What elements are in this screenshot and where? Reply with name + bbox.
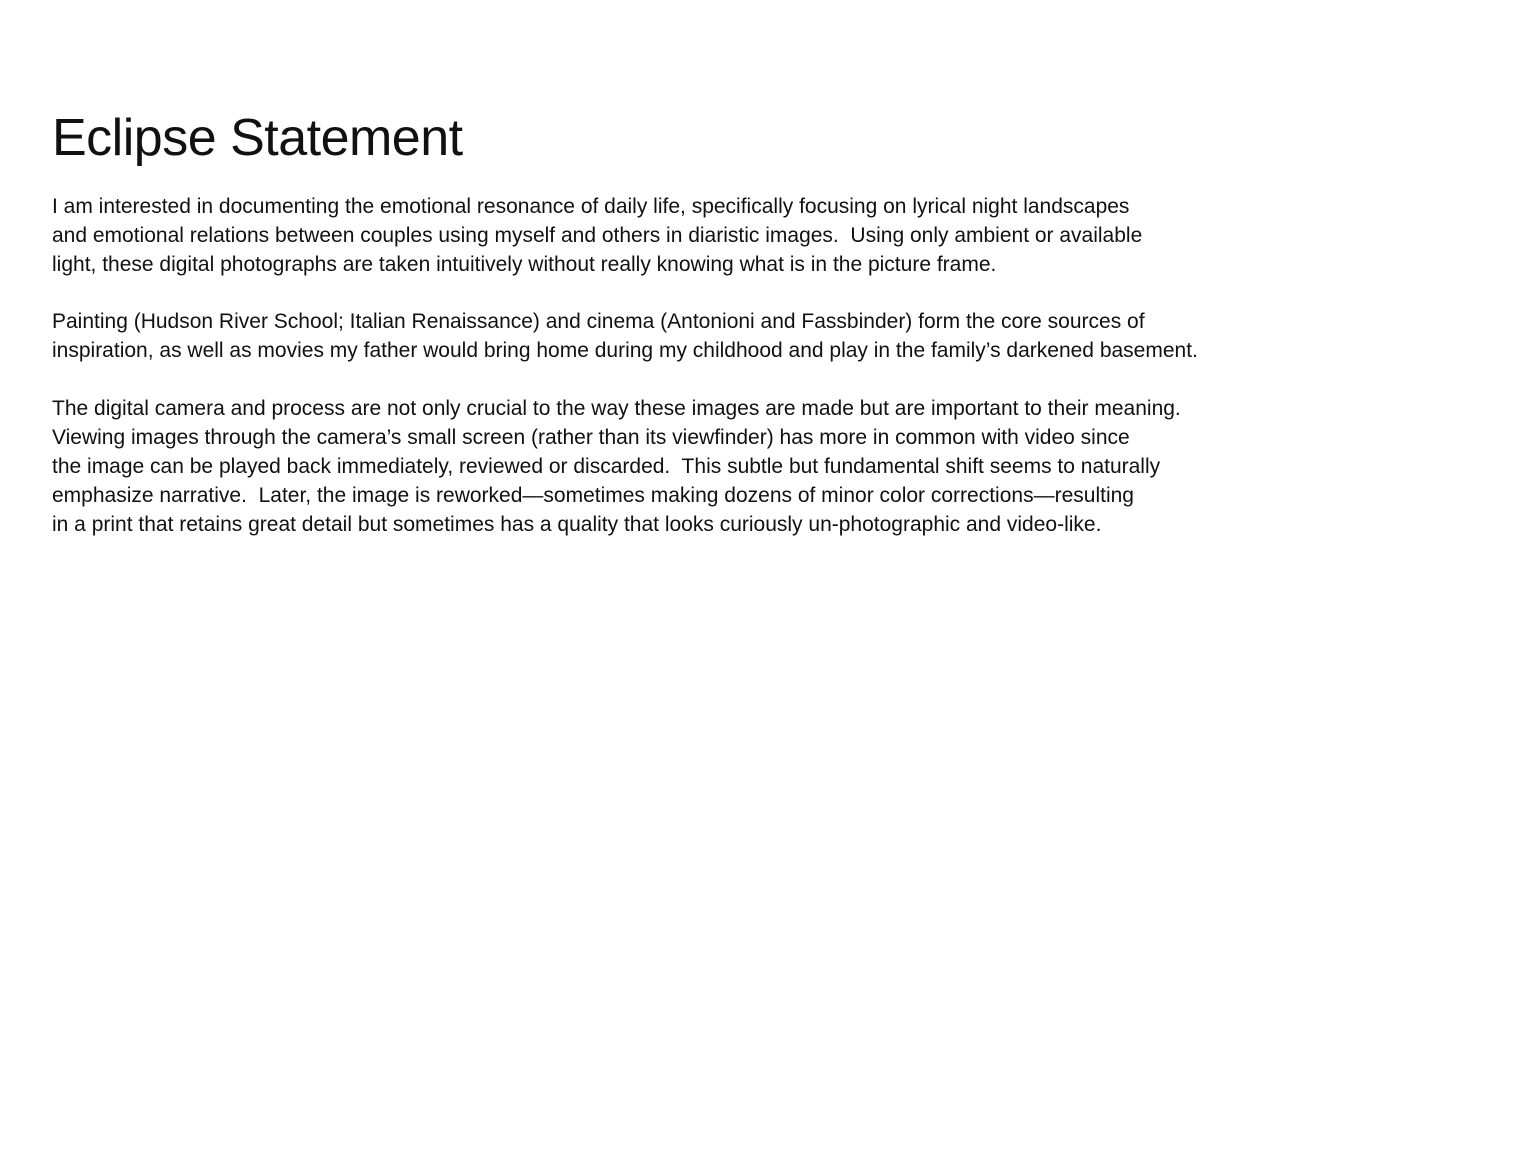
paragraph-line: inspiration, as well as movies my father would bring home during my childhood and play in the family’s darkened basement. [52, 339, 1198, 362]
paragraph-3 [52, 394, 1181, 539]
paragraph-line: Viewing images through the camera’s small screen (rather than its viewfinder) has more in common with video since [52, 426, 1130, 449]
paragraph-line: light, these digital photographs are taken intuitively without really knowing what is in the picture frame. [52, 253, 997, 276]
paragraph-1 [52, 192, 1142, 279]
page-title: Eclipse Statement [52, 109, 463, 167]
paragraph-line: in a print that retains great detail but sometimes has a quality that looks curiously un-photographic and video-like. [52, 513, 1102, 536]
paragraph-line: the image can be played back immediately, reviewed or discarded. This subtle but fundamental shift seems to naturally [52, 455, 1161, 478]
paragraph-line: emphasize narrative. Later, the image is reworked—sometimes making dozens of minor color corrections—resulting [52, 484, 1134, 507]
paragraph-line: I am interested in documenting the emotional resonance of daily life, specifically focusing on lyrical night landscapes [52, 195, 1130, 218]
paragraph-2 [52, 307, 1198, 365]
paragraph-line: The digital camera and process are not only crucial to the way these images are made but are important to their meaning. [52, 397, 1181, 420]
paragraph-line: Painting (Hudson River School; Italian Renaissance) and cinema (Antonioni and Fassbinder) form the core sources of [52, 310, 1145, 333]
paragraph-line: and emotional relations between couples using myself and others in diaristic images. Using only ambient or available [52, 224, 1143, 247]
